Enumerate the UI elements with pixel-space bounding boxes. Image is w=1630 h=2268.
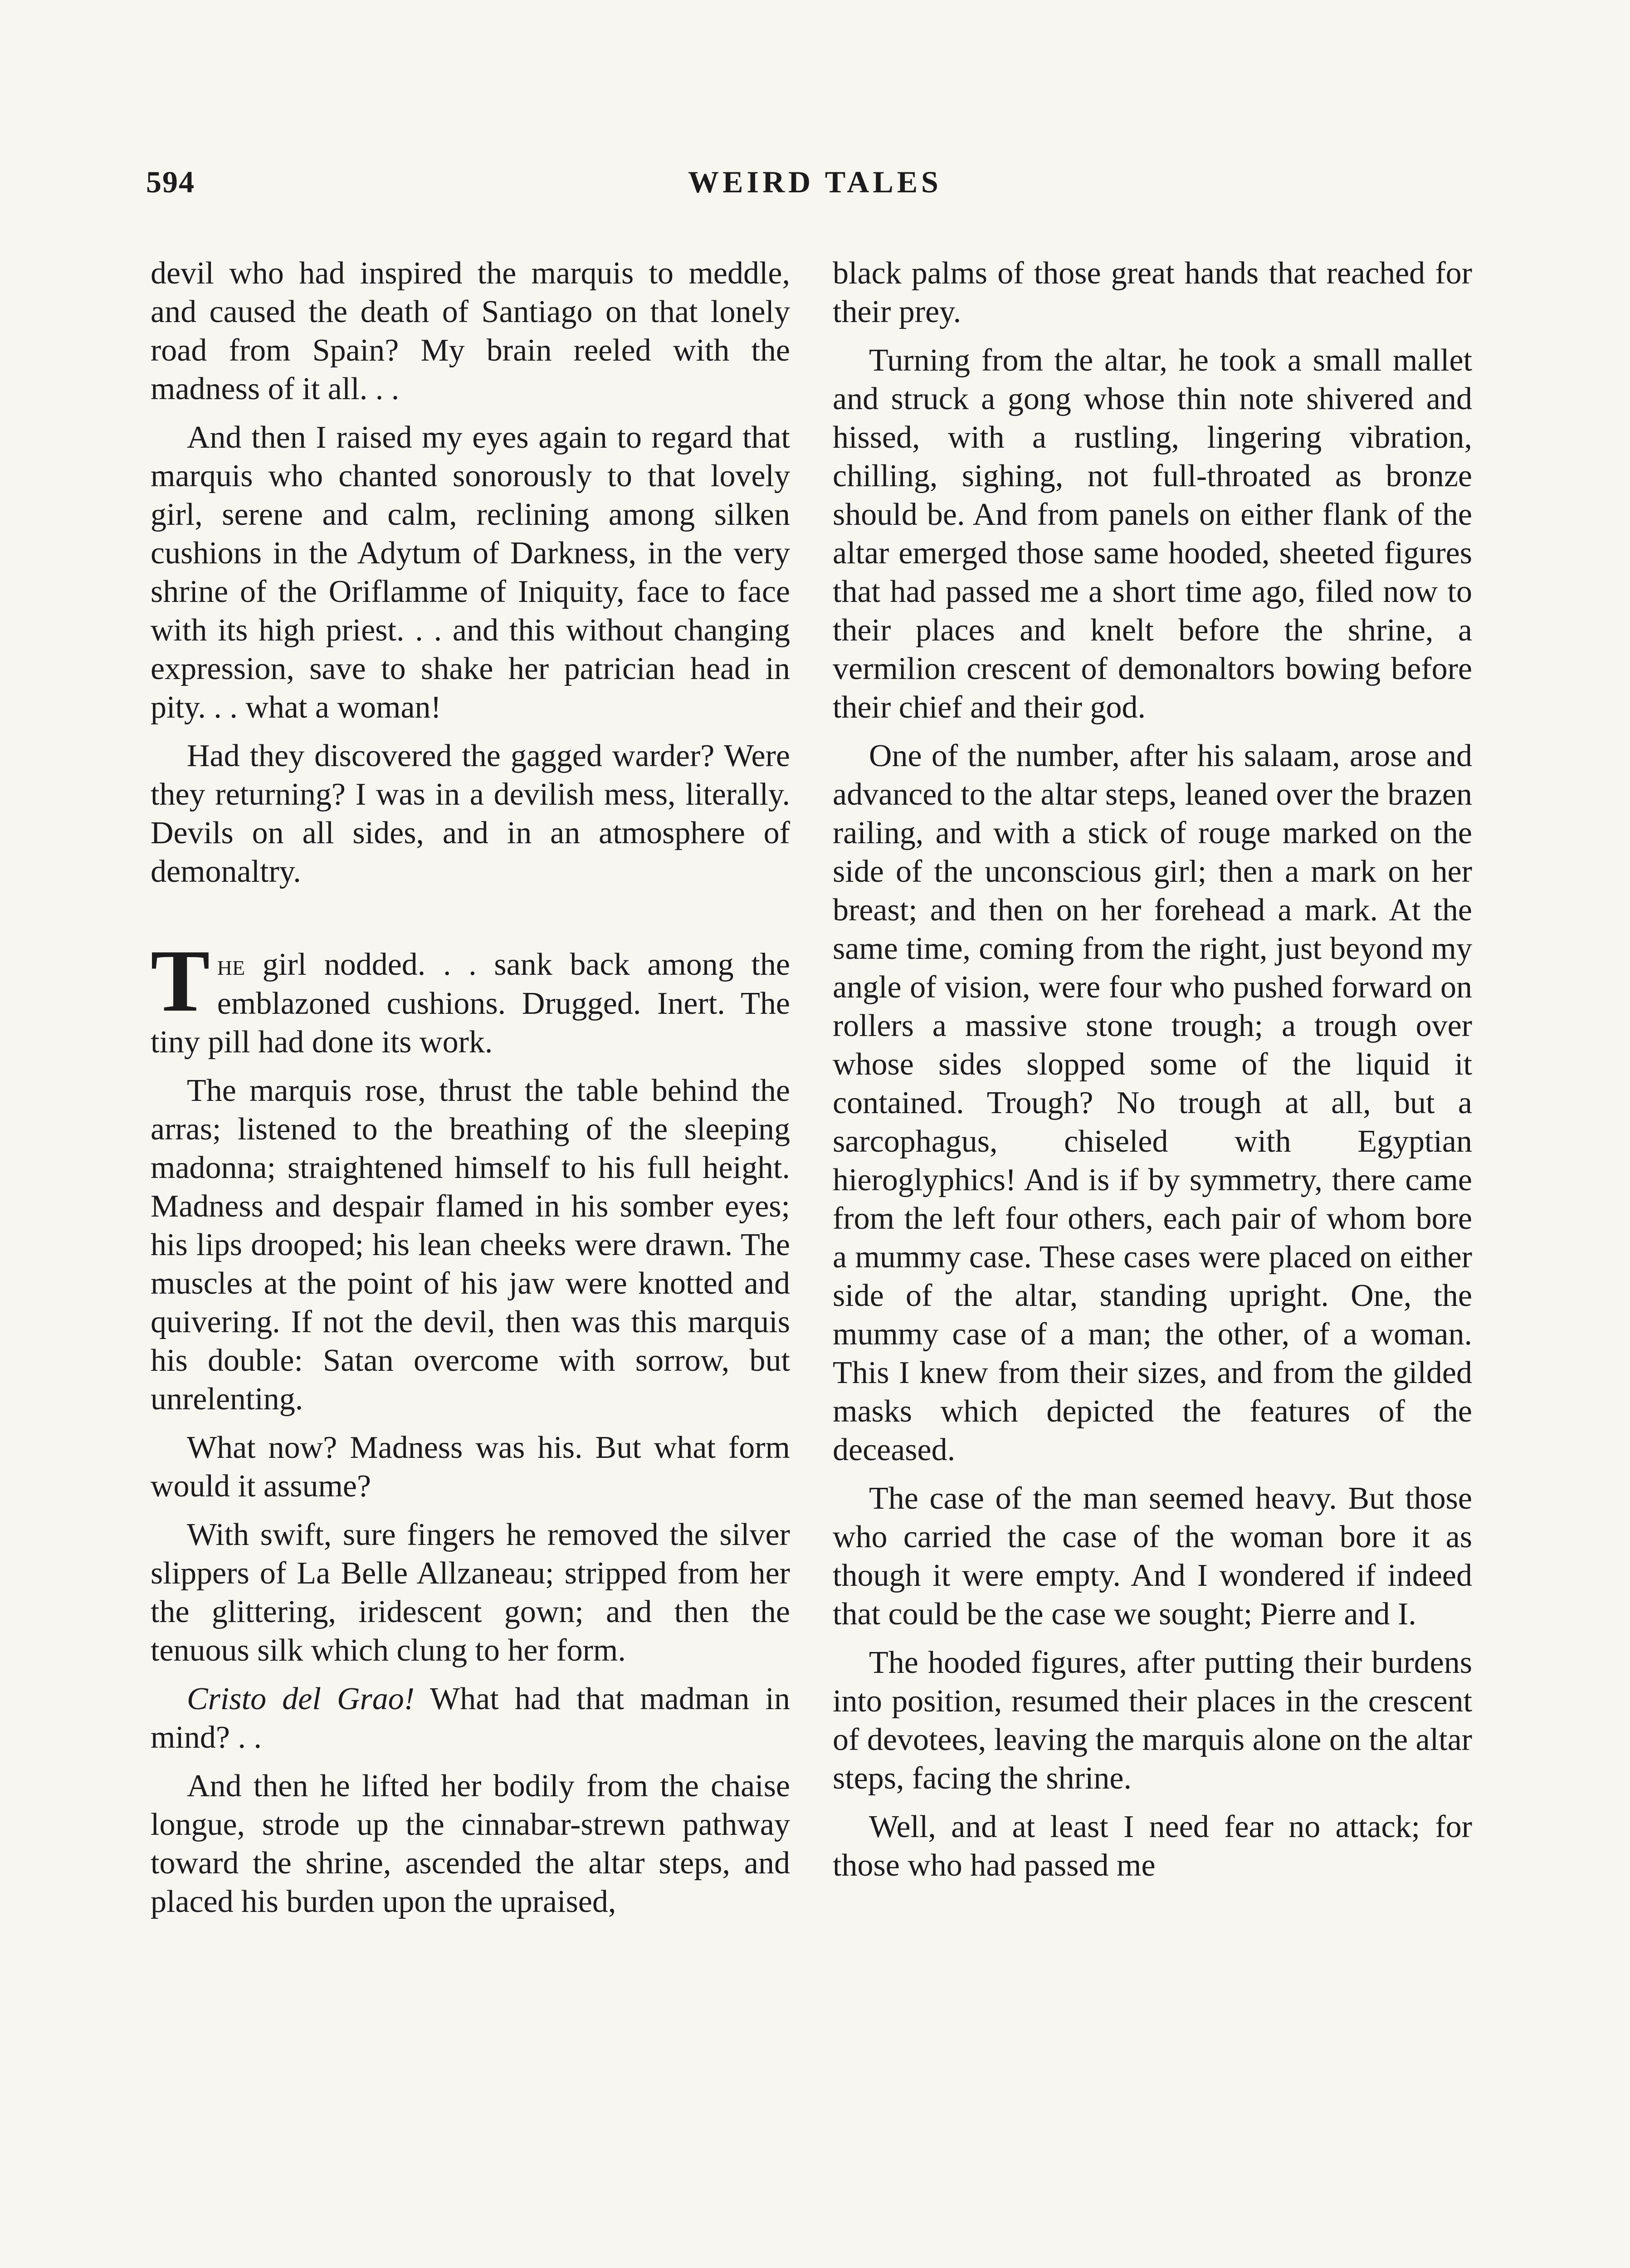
paragraph: devil who had inspired the marquis to meddle, and caused the death of Santiago on that lonely road from Spain? My brain reeled with the madness of it all. . .: [151, 256, 790, 406]
section-opening-paragraph: [151, 932, 790, 1061]
paragraph: And then he lifted her bodily from the chaise longue, strode up the cinnabar-strewn pathway toward the shrine, ascended the altar steps, and placed his burden upon the upraised,: [151, 1769, 790, 1919]
left-column: [151, 254, 790, 1931]
paragraph: black palms of those great hands that reached for their prey.: [833, 256, 1472, 329]
paragraph: Had they discovered the gagged warder? Were they returning? I was in a devilish mess, literally. Devils on all sides, and in an atmosphere of demonaltry.: [151, 738, 790, 889]
running-title: WEIRD TALES: [688, 165, 942, 199]
paragraph: One of the number, after his salaam, arose and advanced to the altar steps, leaned over the brazen railing, and with a stick of rouge marked on the side of the unconscious girl; then a mark on her breast; and then on her forehead a mark. At the same time, coming from the right, just beyond my angle of vision, were four who pushed forward on rollers a massive stone trough; a trough over whose sides slopped some of the liquid it contained. Trough? No trough at all, but a sarcophagus, chiseled with Egyptian hieroglyphics! And is if by symmetry, there came from the left four others, each pair of whom bore a mummy case. These cases were placed on either side of the altar, standing upright. One, the mummy case of a man; the other, of a woman. This I knew from their sizes, and from the gilded masks which depicted the features of the deceased.: [833, 738, 1472, 1467]
small-caps-lead: he: [217, 948, 245, 982]
paragraph: [151, 1680, 790, 1757]
page-number: 594: [146, 165, 195, 199]
paragraph: Well, and at least I need fear no attack; for those who had passed me: [833, 1809, 1472, 1883]
right-column: [833, 254, 1472, 1895]
paragraph: The case of the man seemed heavy. But those who carried the case of the woman bore it as though it were empty. And I wondered if indeed that could be the case we sought; Pierre and I.: [833, 1481, 1472, 1632]
paragraph: The marquis rose, thrust the table behind the arras; listened to the breathing of the sleeping madonna; straightened himself to his full height. Madness and despair flamed in his somber eyes; his lips drooped; his lean cheeks were drawn. The muscles at the point of his jaw were knotted and quivering. If not the devil, then was this marquis his double: Satan overcome with sorrow, but unrelenting.: [151, 1073, 790, 1417]
section-opening-text: girl nodded. . . sank back among the emblazoned cushions. Drugged. Inert. The tiny pill had done its work.: [151, 947, 790, 1060]
italic-exclamation: Cristo del Grao!: [187, 1681, 415, 1716]
paragraph: And then I raised my eyes again to regard that marquis who chanted sonorously to that lovely girl, serene and calm, reclining among silken cushions in the Adytum of Darkness, in the very shrine of the Oriflamme of Iniquity, face to face with its high priest. . . and this without changing expression, save to shake her patrician head in pity. . . what a woman!: [151, 420, 790, 725]
drop-cap: T: [151, 932, 210, 1030]
paragraph: The hooded figures, after putting their burdens into position, resumed their places in the crescent of devotees, leaving the marquis alone on the altar steps, facing the shrine.: [833, 1645, 1472, 1796]
paragraph-text: What had that madman in mind? . .: [151, 1681, 790, 1755]
paragraph: What now? Madness was his. But what form would it assume?: [151, 1430, 790, 1504]
paragraph: Turning from the altar, he took a small mallet and struck a gong whose thin note shivered and hissed, with a rustling, lingering vibration, chilling, sighing, not full-throated as bronze should be. And from panels on either flank of the altar emerged those same hooded, sheeted figures that had passed me a short time ago, filed now to their places and knelt before the shrine, a vermilion crescent of demonaltors bowing before their chief and their god.: [833, 343, 1472, 725]
paragraph: With swift, sure fingers he removed the silver slippers of La Belle Allzaneau; stripped from her the glittering, iridescent gown; and then the tenuous silk which clung to her form.: [151, 1517, 790, 1668]
